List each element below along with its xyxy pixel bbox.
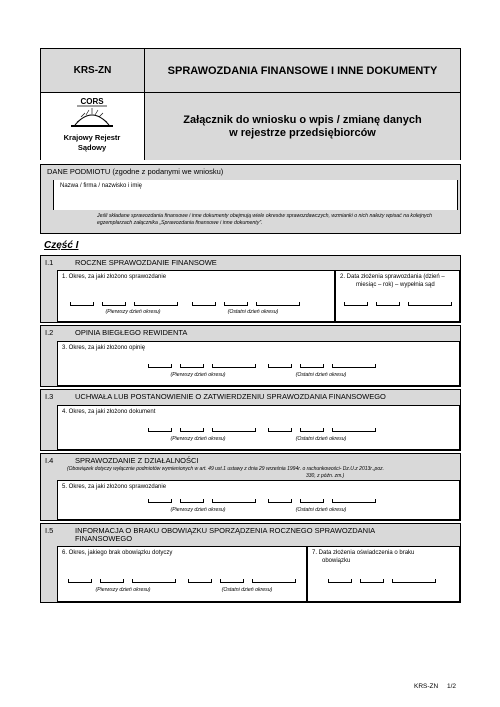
date-year-box[interactable] xyxy=(132,579,176,583)
section-approval-resolution xyxy=(40,389,461,451)
entity-name-field[interactable] xyxy=(53,180,458,210)
footer-form-code: KRS-ZN xyxy=(414,683,439,690)
caption-first-day: (Pierwszy dzień okresu) xyxy=(105,309,161,315)
field-label: 7. Data złożenia oświadczenia o braku xyxy=(312,550,415,556)
section-note-line2: 330, z późn. zm.) xyxy=(306,473,345,479)
date-month-box[interactable] xyxy=(360,579,384,583)
date-month-box[interactable] xyxy=(100,579,124,583)
form-code-box xyxy=(41,49,145,93)
svg-text:Krajowy Rejestr: Krajowy Rejestr xyxy=(63,133,121,142)
date-year-box[interactable] xyxy=(408,302,452,306)
date-month-box[interactable] xyxy=(220,579,244,583)
date-year-box[interactable] xyxy=(212,428,256,432)
form-title-box xyxy=(145,49,460,93)
form-subtitle xyxy=(145,114,460,140)
form-subtitle-line1: Załącznik do wniosku o wpis / zmianę danych xyxy=(183,114,422,126)
date-year-box[interactable] xyxy=(252,579,296,583)
date-day-box[interactable] xyxy=(188,579,212,583)
svg-text:Sądowy: Sądowy xyxy=(77,143,107,152)
date-month-box[interactable] xyxy=(224,302,248,306)
opinion-period-field[interactable] xyxy=(57,341,460,386)
entity-note-row xyxy=(41,210,460,233)
section-header xyxy=(41,524,460,546)
date-year-box[interactable] xyxy=(134,302,178,306)
section-title: ROCZNE SPRAWOZDANIE FINANSOWE xyxy=(75,258,217,267)
entity-data-heading: DANE PODMIOTU (zgodne z podanymi we wniosku) xyxy=(47,167,224,176)
date-day-box[interactable] xyxy=(344,302,368,306)
caption-last-day: (Ostatni dzień okresu) xyxy=(227,309,279,315)
date-month-box[interactable] xyxy=(102,302,126,306)
date-day-box[interactable] xyxy=(148,499,172,503)
field-label: obowiązku xyxy=(322,558,351,564)
date-day-box[interactable] xyxy=(268,499,292,503)
svg-text:CORS: CORS xyxy=(80,97,104,106)
caption-last-day: (Ostatni dzień okresu) xyxy=(295,507,347,513)
date-year-box[interactable] xyxy=(332,499,376,503)
section-auditor-opinion xyxy=(40,325,461,387)
filing-date-field[interactable] xyxy=(335,270,460,322)
entity-data-heading-row xyxy=(41,165,460,180)
date-day-box[interactable] xyxy=(268,428,292,432)
footer-page-number: 1/2 xyxy=(447,683,457,690)
form-subtitle-line2: w rejestrze przedsiębiorców xyxy=(229,127,376,139)
date-month-box[interactable] xyxy=(300,364,324,368)
entity-data-section xyxy=(40,164,461,234)
declaration-date-field[interactable] xyxy=(307,546,460,602)
caption-first-day: (Pierwszy dzień okresu) xyxy=(170,507,226,513)
caption-first-day: (Pierwszy dzień okresu) xyxy=(170,372,226,378)
activity-period-field[interactable] xyxy=(57,480,460,520)
date-day-box[interactable] xyxy=(328,579,352,583)
caption-first-day: (Pierwszy dzień okresu) xyxy=(170,436,226,442)
form-header xyxy=(40,48,461,160)
date-month-box[interactable] xyxy=(180,428,204,432)
section-no-obligation xyxy=(40,523,461,603)
field-label: 4. Okres, za jaki złożono dokument xyxy=(62,409,156,415)
section-note-line1: (Obowiązek dotyczy wyłącznie podmiotów wymienionych w art. 49 ust.1 ustawy z dnia 29 września 1994r. o rachunkowości- Dz.U.z 2013r.,poz. xyxy=(67,466,384,472)
form-title: SPRAWOZDANIA FINANSOWE I INNE DOKUMENTY xyxy=(167,65,438,77)
date-month-box[interactable] xyxy=(300,499,324,503)
date-month-box[interactable] xyxy=(180,364,204,368)
section-annual-report xyxy=(40,255,461,323)
date-year-box[interactable] xyxy=(392,579,436,583)
krs-logo-icon xyxy=(41,93,144,159)
date-year-box[interactable] xyxy=(212,499,256,503)
caption-last-day: (Ostatni dzień okresu) xyxy=(295,436,347,442)
entity-name-label: Nazwa / firma / nazwisko i imię xyxy=(60,183,143,189)
field-label: 1. Okres, za jaki złożono sprawozdanie xyxy=(62,274,167,280)
caption-last-day: (Ostatni dzień okresu) xyxy=(295,372,347,378)
entity-note: Jeśli składane sprawozdania finansowe i inne dokumenty obejmują wiele okresów sprawozdawczych, wzmianki o nich należy wpisać na kolejnych egzemplarzach załącznika „Sprawozdania finansowe i inne dokumenty”. xyxy=(97,213,433,226)
field-label: 2. Data złożenia sprawozdania (dzień – xyxy=(340,274,445,280)
section-number: I.1 xyxy=(45,258,54,267)
section-number: I.3 xyxy=(45,392,54,401)
date-month-box[interactable] xyxy=(180,499,204,503)
section-title-line2: FINANSOWEGO xyxy=(75,534,133,543)
section-title-line1: INFORMACJA O BRAKU OBOWIĄZKU SPORZĄDZENIA ROCZNEGO SPRAWOZDANIA xyxy=(75,526,376,535)
section-title: OPINIA BIEGŁEGO REWIDENTA xyxy=(75,328,188,337)
section-header xyxy=(41,326,460,340)
date-year-box[interactable] xyxy=(332,364,376,368)
section-header xyxy=(41,256,460,270)
section-title: SPRAWOZDANIE Z DZIAŁALNOŚCI xyxy=(75,456,199,465)
resolution-period-field[interactable] xyxy=(57,405,460,450)
caption-last-day: (Ostatni dzień okresu) xyxy=(221,587,273,593)
field-label: 5. Okres, za jaki złożono sprawozdanie xyxy=(62,484,167,490)
date-year-box[interactable] xyxy=(212,364,256,368)
form-code: KRS-ZN xyxy=(73,65,112,76)
field-label: 3. Okres, za jaki złożono opinię xyxy=(62,345,146,351)
date-day-box[interactable] xyxy=(148,428,172,432)
section-number: I.2 xyxy=(45,328,54,337)
date-month-box[interactable] xyxy=(300,428,324,432)
caption-first-day: (Pierwszy dzień okresu) xyxy=(95,587,151,593)
date-year-box[interactable] xyxy=(256,302,300,306)
section-number: I.4 xyxy=(45,456,54,465)
section-number: I.5 xyxy=(45,526,54,535)
date-day-box[interactable] xyxy=(68,579,92,583)
report-period-field[interactable] xyxy=(57,270,335,322)
field-label: 6. Okres, jakiego brak obowiązku dotyczy xyxy=(62,550,173,556)
date-year-box[interactable] xyxy=(332,428,376,432)
date-day-box[interactable] xyxy=(268,364,292,368)
section-activity-report xyxy=(40,453,461,521)
date-day-box[interactable] xyxy=(192,302,216,306)
date-day-box[interactable] xyxy=(70,302,94,306)
date-month-box[interactable] xyxy=(376,302,400,306)
form-subtitle-box xyxy=(145,93,460,160)
part-label: Część I xyxy=(44,240,79,251)
date-day-box[interactable] xyxy=(148,364,172,368)
section-header xyxy=(41,390,460,404)
krs-logo xyxy=(41,93,145,160)
section-title: UCHWAŁA LUB POSTANOWIENIE O ZATWIERDZENIU SPRAWOZDANIA FINANSOWEGO xyxy=(75,392,386,401)
no-obligation-period-field[interactable] xyxy=(57,546,307,602)
field-label: miesiąc – rok) – wypełnia sąd xyxy=(356,282,435,288)
